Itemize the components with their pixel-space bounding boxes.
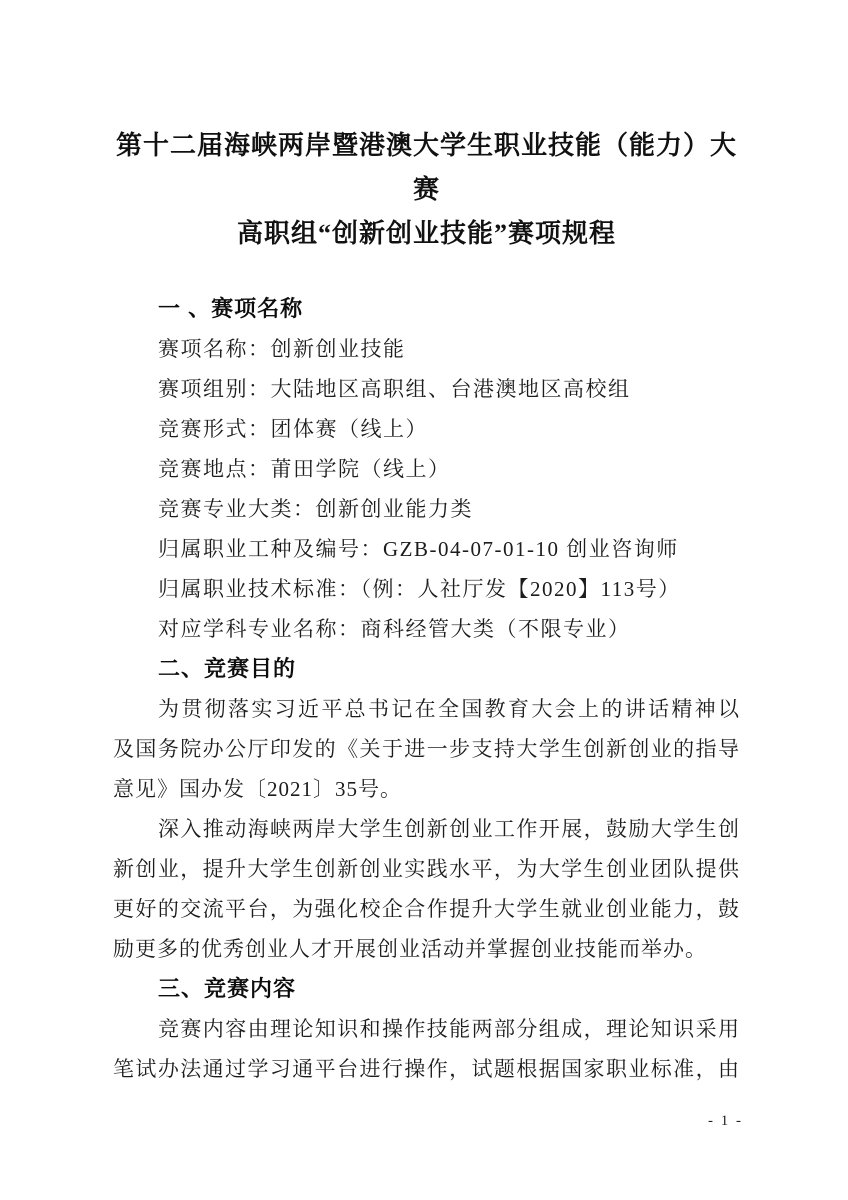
doc-title: [113, 124, 740, 256]
paragraph-line: 更好的交流平台，为强化校企合作提升大学生就业创业能力，鼓: [113, 897, 740, 921]
list-item-competition-location: 竞赛地点：莆田学院（线上）: [158, 457, 451, 481]
doc-content: [113, 289, 740, 1089]
list-item-event-group: 赛项组别：大陆地区高职组、台港澳地区高校组: [158, 377, 631, 401]
paragraph-line: 笔试办法通过学习通平台进行操作，试题根据国家职业标准，由: [113, 1057, 740, 1081]
paragraph-line: 励更多的优秀创业人才开展创业活动并掌握创业技能而举办。: [113, 937, 707, 961]
doc-title-line-1: 第十二届海峡两岸暨港澳大学生职业技能（能力）大赛: [115, 131, 737, 204]
section-content-heading: 三、竞赛内容: [158, 976, 297, 1001]
section-purpose-heading: 二、竞赛目的: [158, 656, 297, 681]
paragraph-line: 竞赛内容由理论知识和操作技能两部分组成，理论知识采用: [158, 1017, 740, 1041]
doc-title-line-2: 高职组“创新创业技能”赛项规程: [236, 219, 616, 248]
list-item-event-name: 赛项名称：创新创业技能: [158, 337, 406, 361]
list-item-technical-standard: 归属职业技术标准：（例：人社厅发【2020】113号）: [158, 577, 681, 601]
document-body: [113, 0, 740, 1089]
paragraph-line: 深入推动海峡两岸大学生创新创业工作开展，鼓励大学生创: [158, 817, 740, 841]
list-item-occupation-code: 归属职业工种及编号：GZB-04-07-01-10 创业咨询师: [158, 537, 679, 561]
paragraph-line: 为贯彻落实习近平总书记在全国教育大会上的讲话精神以: [158, 697, 740, 721]
section-event-name-heading: 一 、赛项名称: [158, 296, 304, 321]
list-item-competition-format: 竞赛形式：团体赛（线上）: [158, 417, 428, 441]
paragraph-line: 及国务院办公厅印发的《关于进一步支持大学生创新创业的指导: [113, 737, 740, 761]
page-number: - 1 -: [708, 1113, 743, 1129]
paragraph-line: 新创业，提升大学生创新创业实践水平，为大学生创业团队提供: [113, 857, 740, 881]
list-item-competition-category: 竞赛专业大类：创新创业能力类: [158, 497, 473, 521]
paragraph-line: 意见》国办发〔2021〕35号。: [113, 777, 402, 801]
list-item-major-name: 对应学科专业名称：商科经管大类（不限专业）: [158, 617, 631, 641]
